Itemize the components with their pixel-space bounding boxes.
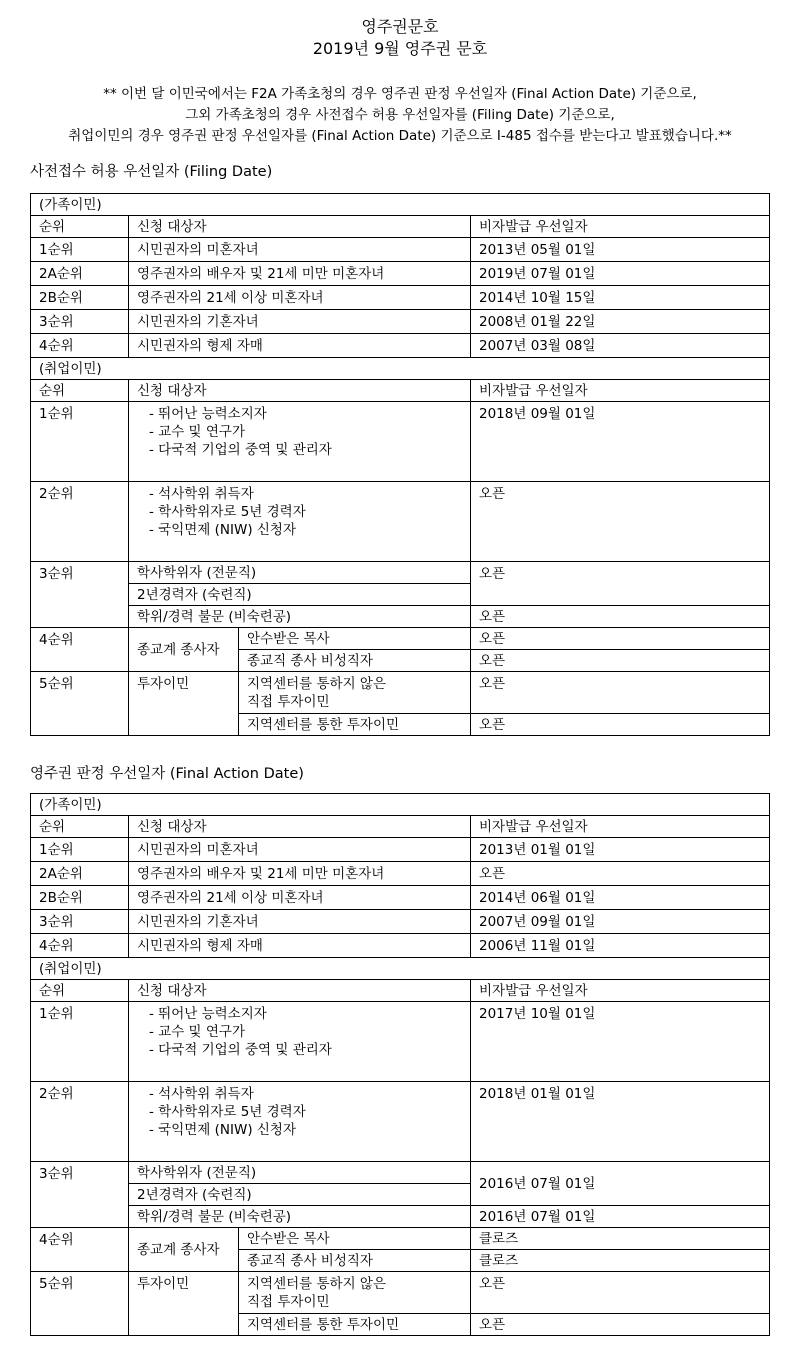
table-row	[31, 1162, 770, 1184]
target-cell	[129, 1082, 471, 1162]
date-cell: 2016년 07월 01일	[471, 1162, 770, 1206]
list-item: - 학사학위자로 5년 경력자	[149, 504, 306, 520]
target-cell: 영주권자의 21세 이상 미혼자녀	[129, 286, 471, 310]
target-cell: 영주권자의 21세 이상 미혼자녀	[129, 886, 471, 910]
group-cell: 종교계 종사자	[129, 628, 239, 672]
group-cell: 종교계 종사자	[129, 1228, 239, 1272]
target-cell: 안수받은 목사	[239, 1228, 471, 1250]
table-header-row	[31, 816, 770, 838]
target-line: 지역센터를 통하지 않은	[247, 1276, 386, 1292]
table-row	[31, 194, 770, 216]
table-row	[31, 262, 770, 286]
notice	[0, 84, 800, 147]
table-row	[31, 482, 770, 562]
target-cell	[129, 1002, 471, 1082]
target-line: 직접 투자이민	[247, 1294, 330, 1310]
rank-cell: 5순위	[31, 1272, 129, 1336]
target-cell: 영주권자의 배우자 및 21세 미만 미혼자녀	[129, 862, 471, 886]
table-row	[31, 1082, 770, 1162]
date-cell: 2006년 11월 01일	[471, 934, 770, 958]
table-row	[31, 862, 770, 886]
rank-cell: 1순위	[31, 1002, 129, 1082]
table-row	[31, 1228, 770, 1250]
date-cell: 오픈	[471, 628, 770, 650]
date-cell: 2016년 07월 01일	[471, 1206, 770, 1228]
target-cell: 학위/경력 불문 (비숙련공)	[129, 606, 471, 628]
table-row	[31, 606, 770, 628]
rank-cell: 1순위	[31, 402, 129, 482]
list-item: - 국익면제 (NIW) 신청자	[149, 1122, 296, 1138]
target-cell: 시민권자의 형제 자매	[129, 334, 471, 358]
column-header-target: 신청 대상자	[129, 980, 471, 1002]
column-header-date: 비자발급 우선일자	[471, 816, 770, 838]
final-employment-table	[30, 957, 770, 1336]
column-header-rank: 순위	[31, 980, 129, 1002]
list-item: - 다국적 기업의 중역 및 관리자	[149, 442, 332, 458]
date-cell: 클로즈	[471, 1250, 770, 1272]
date-cell: 2019년 07월 01일	[471, 262, 770, 286]
group-cell: 투자이민	[129, 1272, 239, 1336]
table-row	[31, 672, 770, 714]
group-cell: 투자이민	[129, 672, 239, 736]
final-family-table	[30, 793, 770, 958]
rank-cell: 4순위	[31, 934, 129, 958]
rank-cell: 2순위	[31, 482, 129, 562]
date-cell: 2014년 10월 15일	[471, 286, 770, 310]
date-cell: 오픈	[471, 1314, 770, 1336]
date-cell: 2017년 10월 01일	[471, 1002, 770, 1082]
column-header-date: 비자발급 우선일자	[471, 216, 770, 238]
rank-cell: 4순위	[31, 1228, 129, 1272]
date-cell: 클로즈	[471, 1228, 770, 1250]
list-item: - 학사학위자로 5년 경력자	[149, 1104, 306, 1120]
target-cell: 안수받은 목사	[239, 628, 471, 650]
target-cell: 시민권자의 기혼자녀	[129, 310, 471, 334]
notice-line: 취업이민의 경우 영주권 판정 우선일자를 (Final Action Date) 기준으로 I-485 접수를 받는다고 발표했습니다.**	[68, 128, 732, 144]
list-item: - 석사학위 취득자	[149, 1086, 254, 1102]
rank-cell: 3순위	[31, 310, 129, 334]
target-cell: 시민권자의 기혼자녀	[129, 910, 471, 934]
column-header-date: 비자발급 우선일자	[471, 380, 770, 402]
rank-cell: 2A순위	[31, 262, 129, 286]
date-cell: 2007년 09월 01일	[471, 910, 770, 934]
rank-cell: 3순위	[31, 910, 129, 934]
target-cell	[129, 482, 471, 562]
list-item: - 석사학위 취득자	[149, 486, 254, 502]
table-row	[31, 838, 770, 862]
rank-cell: 2B순위	[31, 286, 129, 310]
rank-cell: 3순위	[31, 562, 129, 628]
target-cell: 학사학위자 (전문직)	[129, 1162, 471, 1184]
target-cell: 종교직 종사 비성직자	[239, 650, 471, 672]
rank-cell: 5순위	[31, 672, 129, 736]
date-cell: 오픈	[471, 862, 770, 886]
employment-section-label: (취업이민)	[31, 958, 770, 980]
date-cell: 2014년 06월 01일	[471, 886, 770, 910]
target-cell: 시민권자의 미혼자녀	[129, 838, 471, 862]
table-row	[31, 886, 770, 910]
column-header-target: 신청 대상자	[129, 380, 471, 402]
date-cell: 오픈	[471, 562, 770, 606]
table-header-row	[31, 216, 770, 238]
column-header-rank: 순위	[31, 380, 129, 402]
family-section-label: (가족이민)	[31, 194, 770, 216]
table-row	[31, 310, 770, 334]
target-line: 지역센터를 통하지 않은	[247, 676, 386, 692]
column-header-target: 신청 대상자	[129, 216, 471, 238]
target-cell: 종교직 종사 비성직자	[239, 1250, 471, 1272]
target-cell	[129, 402, 471, 482]
target-cell	[239, 672, 471, 714]
target-line: 직접 투자이민	[247, 694, 330, 710]
table-row	[31, 334, 770, 358]
date-cell: 2018년 09월 01일	[471, 402, 770, 482]
target-cell: 학사학위자 (전문직)	[129, 562, 471, 584]
rank-cell: 4순위	[31, 628, 129, 672]
list-item: - 국익면제 (NIW) 신청자	[149, 522, 296, 538]
filing-section-title: 사전접수 허용 우선일자 (Filing Date)	[30, 164, 273, 180]
date-cell: 오픈	[471, 482, 770, 562]
table-row	[31, 958, 770, 980]
list-item: - 뛰어난 능력소지자	[149, 406, 267, 422]
table-row	[31, 1272, 770, 1314]
table-header-row	[31, 980, 770, 1002]
list-item: - 뛰어난 능력소지자	[149, 1006, 267, 1022]
rank-cell: 2A순위	[31, 862, 129, 886]
list-item: - 다국적 기업의 중역 및 관리자	[149, 1042, 332, 1058]
target-cell	[239, 1272, 471, 1314]
column-header-target: 신청 대상자	[129, 816, 471, 838]
table-row	[31, 910, 770, 934]
column-header-date: 비자발급 우선일자	[471, 980, 770, 1002]
table-row	[31, 562, 770, 584]
rank-cell: 2순위	[31, 1082, 129, 1162]
target-cell: 2년경력자 (숙련직)	[129, 584, 471, 606]
target-cell: 영주권자의 배우자 및 21세 미만 미혼자녀	[129, 262, 471, 286]
page-title: 영주권문호	[361, 17, 439, 36]
rank-cell: 1순위	[31, 238, 129, 262]
date-cell: 2008년 01월 22일	[471, 310, 770, 334]
target-cell: 시민권자의 형제 자매	[129, 934, 471, 958]
table-header-row	[31, 380, 770, 402]
table-row	[31, 628, 770, 650]
table-row	[31, 402, 770, 482]
target-cell: 지역센터를 통한 투자이민	[239, 714, 471, 736]
date-cell: 오픈	[471, 714, 770, 736]
family-section-label: (가족이민)	[31, 794, 770, 816]
table-row	[31, 238, 770, 262]
date-cell: 오픈	[471, 650, 770, 672]
filing-family-table	[30, 193, 770, 358]
rank-cell: 3순위	[31, 1162, 129, 1228]
table-row	[31, 1206, 770, 1228]
rank-cell: 2B순위	[31, 886, 129, 910]
filing-employment-table	[30, 357, 770, 736]
rank-cell: 1순위	[31, 838, 129, 862]
table-row	[31, 358, 770, 380]
target-cell: 학위/경력 불문 (비숙련공)	[129, 1206, 471, 1228]
table-row	[31, 794, 770, 816]
target-cell: 시민권자의 미혼자녀	[129, 238, 471, 262]
page-subtitle: 2019년 9월 영주권 문호	[312, 39, 488, 58]
list-item: - 교수 및 연구가	[149, 1024, 245, 1040]
final-section-title: 영주권 판정 우선일자 (Final Action Date)	[30, 766, 304, 782]
date-cell: 오픈	[471, 1272, 770, 1314]
date-cell: 2013년 01월 01일	[471, 838, 770, 862]
rank-cell: 4순위	[31, 334, 129, 358]
date-cell: 2018년 01월 01일	[471, 1082, 770, 1162]
column-header-rank: 순위	[31, 816, 129, 838]
date-cell: 오픈	[471, 606, 770, 628]
date-cell: 2013년 05월 01일	[471, 238, 770, 262]
target-cell: 2년경력자 (숙련직)	[129, 1184, 471, 1206]
list-item: - 교수 및 연구가	[149, 424, 245, 440]
table-row	[31, 934, 770, 958]
employment-section-label: (취업이민)	[31, 358, 770, 380]
date-cell: 오픈	[471, 672, 770, 714]
notice-line: ** 이번 달 이민국에서는 F2A 가족초청의 경우 영주권 판정 우선일자 (Final Action Date) 기준으로,	[103, 86, 697, 102]
column-header-rank: 순위	[31, 216, 129, 238]
date-cell: 2007년 03월 08일	[471, 334, 770, 358]
target-cell: 지역센터를 통한 투자이민	[239, 1314, 471, 1336]
table-row	[31, 286, 770, 310]
table-row	[31, 1002, 770, 1082]
notice-line: 그외 가족초청의 경우 사전접수 허용 우선일자를 (Filing Date) 기준으로,	[185, 107, 615, 123]
